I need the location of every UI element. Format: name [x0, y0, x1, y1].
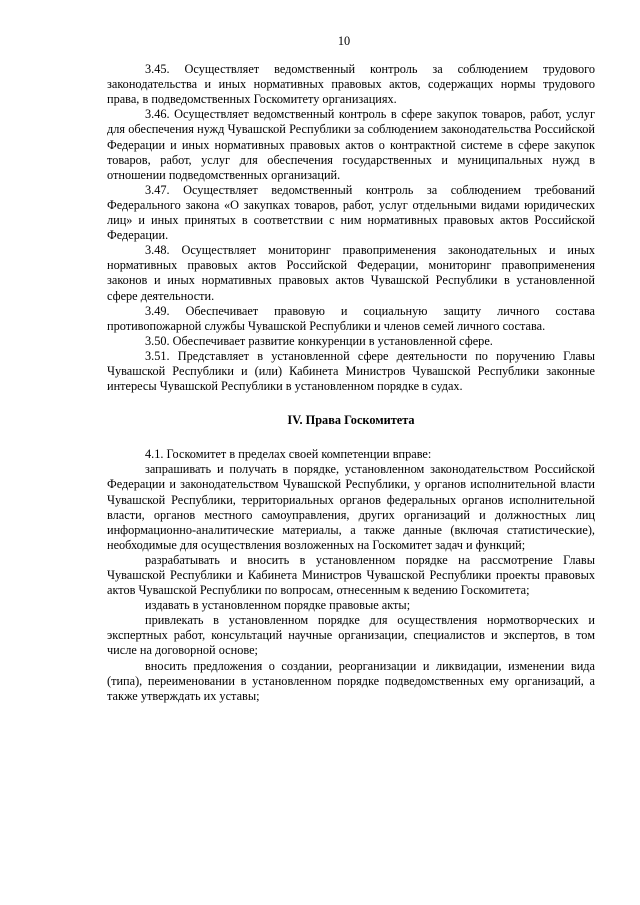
paragraph-3-45: 3.45. Осуществляет ведомственный контроль за соблюдением трудового законодательства и иных нормативных правовых актов, содержащих нормы трудового права, в подведомственных Госкомитету организациях.: [107, 62, 595, 107]
document-page: [107, 34, 595, 704]
section-heading: IV. Права Госкомитета: [287, 413, 415, 428]
right-issue-acts: издавать в установленном порядке правовые акты;: [145, 598, 411, 613]
page-number: 10: [337, 34, 351, 48]
right-engage-experts: привлекать в установленном порядке для осуществления нормотворческих и экспертных работ, консультаций научные организации, специалистов и экспертов, в том числе на договорной основе;: [107, 613, 595, 658]
paragraph-3-47: 3.47. Осуществляет ведомственный контроль за соблюдением требований Федерального закона «О закупках товаров, работ, услуг отдельными видами юридических лиц» и иных принятых в соответствии с ним нормативных правовых актов Российской Федерации.: [107, 182, 595, 243]
paragraph-3-48: 3.48. Осуществляет мониторинг правоприменения законодательных и иных нормативных правовых актов Российской Федерации, мониторинг правоприменения законов и иных нормативных правовых актов Чувашской Республики в установленной сфере деятельности.: [107, 243, 595, 303]
paragraph-3-49: 3.49. Обеспечивает правовую и социальную защиту личного состава противопожарной службы Чувашской Республики и членов семей личного состава.: [107, 303, 595, 333]
right-reorganize: вносить предложения о создании, реорганизации и ликвидации, изменении вида (типа), переименовании в установленном порядке подведомственных ему организаций, а также утверждать их уставы;: [107, 658, 595, 703]
paragraph-3-50: 3.50. Обеспечивает развитие конкуренции в установленной сфере.: [145, 333, 493, 348]
paragraph-3-51: 3.51. Представляет в установленной сфере деятельности по поручению Главы Чувашской Республики и (или) Кабинета Министров Чувашской Республики законные интересы Чувашской Республики в установленном порядке в судах.: [107, 348, 595, 394]
paragraph-3-46: 3.46. Осуществляет ведомственный контроль в сфере закупок товаров, работ, услуг для обеспечения нужд Чувашской Республики за соблюдением законодательства Российской Федерации и иных нормативных правовых актов о контрактной системе в сфере закупок товаров, работ, услуг для обеспечения государственных и муниципальных нужд в отношении подведомственных организаций.: [107, 107, 595, 182]
right-submit-drafts: разрабатывать и вносить в установленном порядке на рассмотрение Главы Чувашской Республики и Кабинета Министров Чувашской Республики проекты правовых актов Чувашской Республики по вопросам, отнесенным к ведению Госкомитета;: [107, 552, 595, 598]
paragraph-4-1: 4.1. Госкомитет в пределах своей компетенции вправе:: [145, 447, 432, 462]
right-request-info: запрашивать и получать в порядке, установленном законодательством Российской Федерации и законодательством Чувашской Республики, у органов исполнительной власти Чувашской Республики, территориальных органов федеральных органов исполнительной власти, органов местного самоуправления, других организаций и должностных лиц информационно-аналитические материалы, а также данные (включая статистические), необходимые для осуществления возложенных на Госкомитет задач и функций;: [107, 462, 595, 552]
